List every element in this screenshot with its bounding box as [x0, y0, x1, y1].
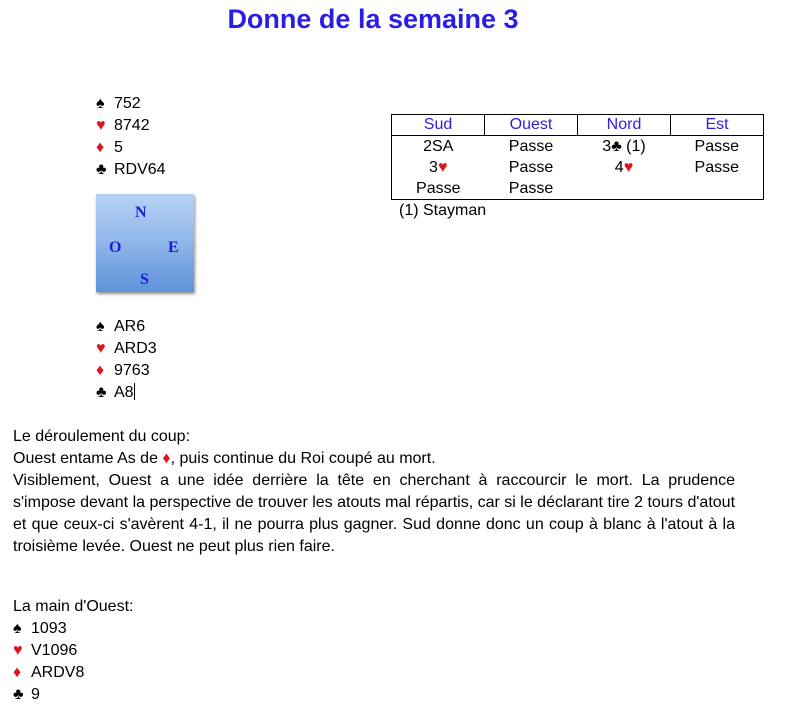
bid-level: 4	[614, 159, 624, 176]
diamond-icon: ♦	[96, 139, 105, 156]
west-clubs: 9	[31, 686, 40, 703]
bid-cell	[578, 178, 671, 200]
heart-icon: ♥	[437, 159, 448, 176]
play-line-1-end: , puis continue du Roi coupé au mort.	[170, 450, 436, 467]
bidding-header-sud: Sud	[392, 115, 485, 136]
heart-icon: ♥	[13, 642, 23, 659]
west-heading: La main d'Ouest:	[13, 598, 134, 615]
north-clubs-row	[96, 159, 166, 181]
south-hand	[96, 316, 157, 404]
bid-cell: Passe	[694, 159, 739, 176]
bid-cell: Passe	[508, 159, 554, 176]
club-icon: ♣	[96, 161, 107, 178]
play-line-1-start: Ouest entame As de	[13, 450, 163, 467]
bid-cell	[392, 157, 485, 178]
bid-note-ref: (1)	[621, 138, 646, 155]
south-hearts-row	[96, 338, 157, 360]
bidding-row	[392, 178, 764, 200]
play-heading: Le déroulement du coup:	[13, 428, 191, 445]
diamond-icon: ♦	[162, 450, 171, 467]
north-diamonds: 5	[114, 139, 123, 156]
north-hearts-row	[96, 115, 166, 137]
north-hearts: 8742	[114, 117, 150, 134]
south-clubs-row	[96, 382, 157, 404]
heart-icon: ♥	[96, 340, 106, 357]
south-diamonds: 9763	[114, 362, 150, 379]
north-clubs: RDV64	[114, 161, 166, 178]
bidding-header-nord: Nord	[578, 115, 671, 136]
bid-cell: Passe	[508, 180, 554, 197]
heart-icon: ♥	[623, 159, 634, 176]
bid-cell: Passe	[416, 180, 461, 197]
bid-cell: Passe	[508, 138, 554, 155]
compass-north: N	[135, 204, 147, 221]
west-spades: 1093	[31, 620, 67, 637]
heart-icon: ♥	[96, 117, 106, 134]
south-spades-row	[96, 316, 157, 338]
bidding-header-ouest: Ouest	[485, 115, 578, 136]
diamond-icon: ♦	[13, 664, 22, 681]
compass-west: O	[109, 239, 122, 256]
club-icon: ♣	[13, 686, 24, 703]
compass-south: S	[140, 271, 149, 288]
bidding-row	[392, 157, 764, 178]
club-icon: ♣	[96, 384, 107, 401]
bid-cell: Passe	[694, 138, 739, 155]
west-hearts: V1096	[31, 642, 78, 659]
compass-diagram	[96, 194, 194, 292]
play-description	[13, 426, 735, 558]
north-diamonds-row	[96, 137, 166, 159]
play-paragraph: Visiblement, Ouest a une idée derrière la tête en cherchant à raccourcir le mort. La prudence s'impose devant la perspective de trouver les atouts mal répartis, car si le déclarant tire 2 tours d'atout et que ceux-ci s'avèrent 4-1, il ne pourra plus gagner. Sud donne donc un coup à blanc à l'atout à la troisième levée. Ouest ne peut plus rien faire.	[13, 472, 736, 555]
bid-level: 3	[602, 138, 612, 155]
bidding-row	[392, 136, 764, 158]
west-diamonds: ARDV8	[31, 664, 85, 681]
west-hand	[13, 596, 133, 706]
page-title: Donne de la semaine 3	[227, 4, 519, 34]
bid-level: 3	[429, 159, 438, 176]
bid-cell: 2SA	[423, 138, 454, 155]
compass-east: E	[168, 239, 179, 256]
north-spades: 752	[114, 95, 141, 112]
bidding-header-row	[392, 115, 764, 136]
north-spades-row	[96, 93, 166, 115]
south-spades: AR6	[114, 318, 146, 335]
spade-icon: ♠	[96, 95, 105, 112]
diamond-icon: ♦	[96, 362, 105, 379]
bidding-table	[391, 114, 764, 200]
bidding-note: (1) Stayman	[399, 202, 487, 219]
club-icon: ♣	[611, 138, 622, 155]
bid-cell	[578, 157, 671, 178]
west-spades-row	[13, 618, 133, 640]
spade-icon: ♠	[96, 318, 105, 335]
north-hand	[96, 93, 166, 181]
south-clubs: A8	[114, 384, 134, 401]
south-hearts: ARD3	[114, 340, 157, 357]
bid-cell	[671, 178, 764, 200]
bid-cell	[578, 136, 671, 158]
spade-icon: ♠	[13, 620, 22, 637]
text-cursor	[134, 383, 135, 400]
bidding-header-est: Est	[671, 115, 764, 136]
south-diamonds-row	[96, 360, 157, 382]
play-line-1	[13, 448, 735, 470]
west-diamonds-row	[13, 662, 133, 684]
west-clubs-row	[13, 684, 133, 706]
west-hearts-row	[13, 640, 133, 662]
